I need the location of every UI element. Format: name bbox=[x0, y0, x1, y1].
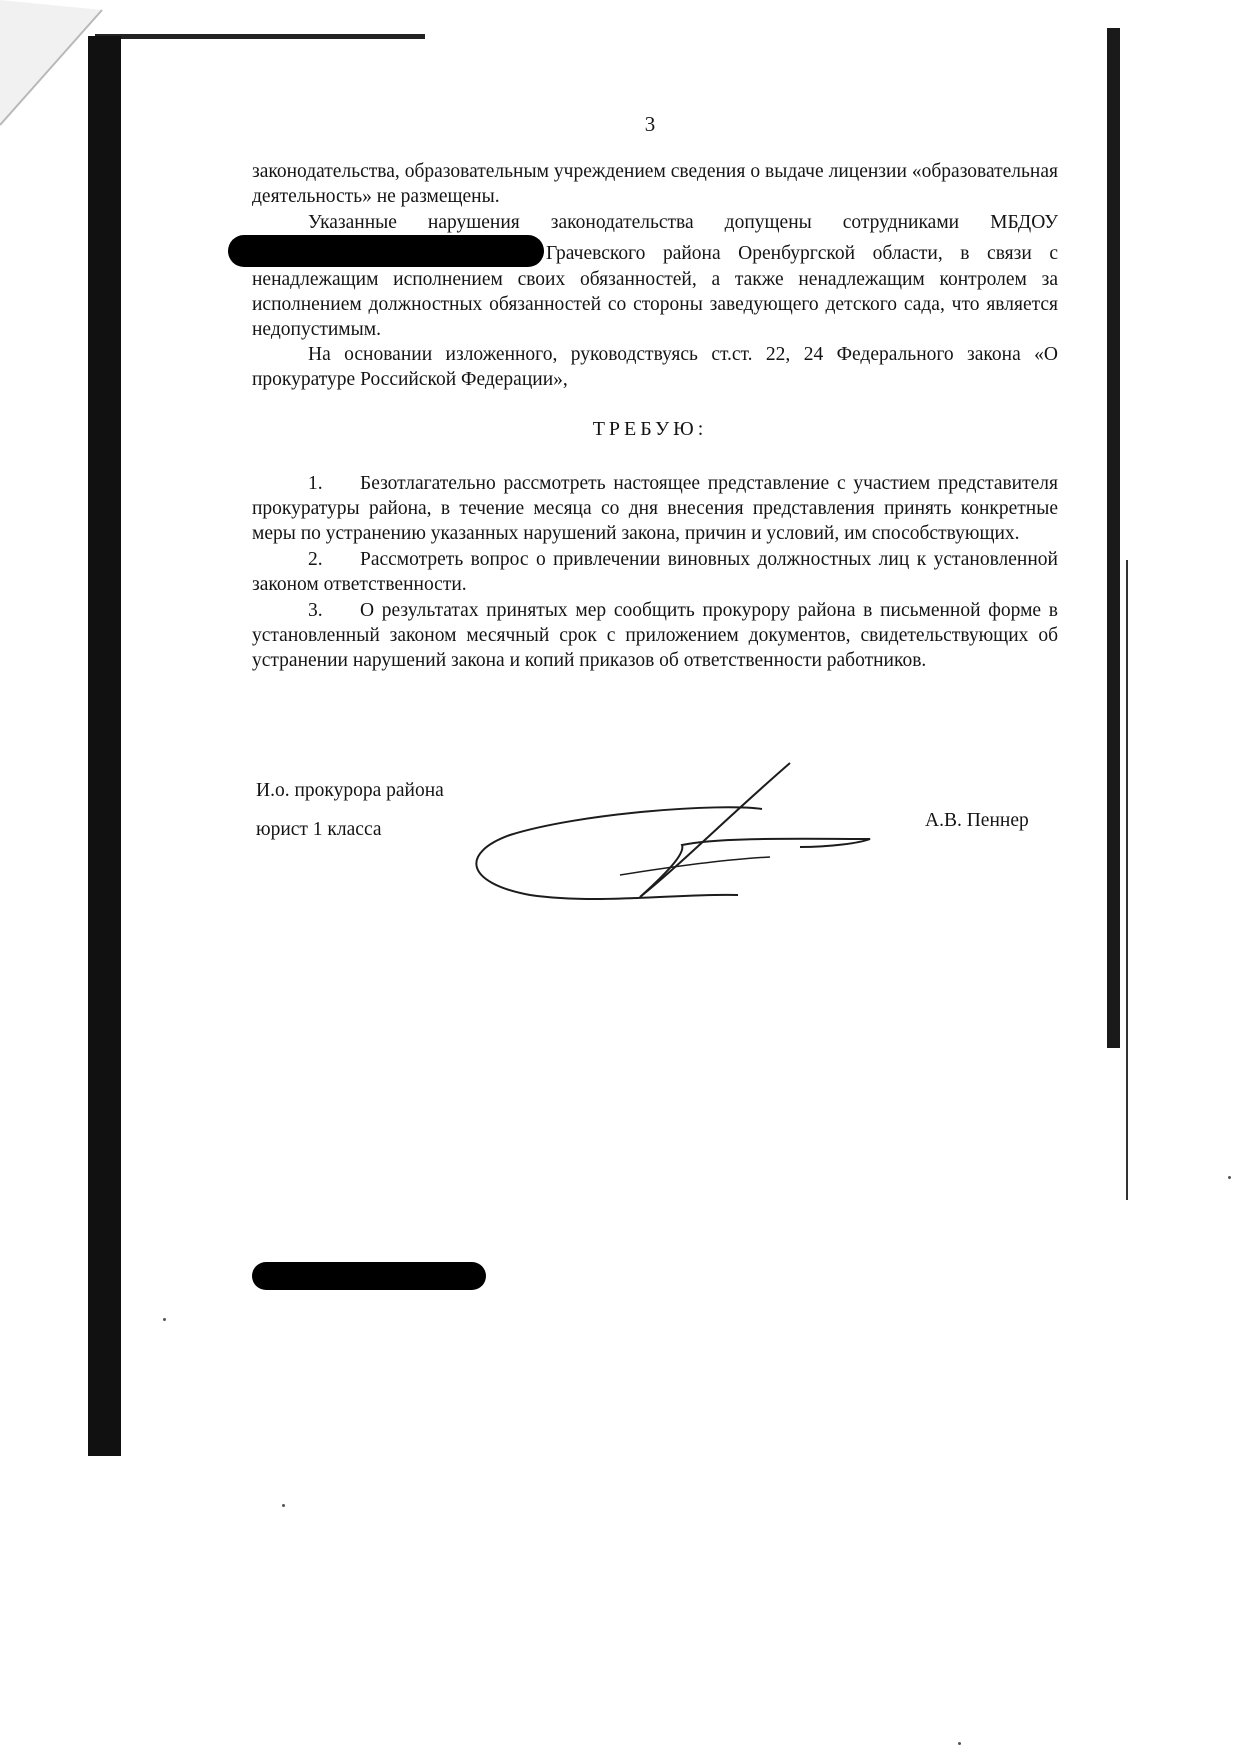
scan-speck bbox=[163, 1318, 166, 1321]
item-number: 3. bbox=[308, 600, 323, 621]
page-number: 3 bbox=[644, 112, 656, 136]
paragraph-text: На основании изложенного, руководствуясь ст.ст. 22, 24 Федерального закона «О прокуратуре Российской Федерации», bbox=[252, 344, 1058, 390]
item-number: 2. bbox=[308, 549, 323, 570]
paragraph-rest: Грачевского района Оренбургской области, в связи с ненадлежащим исполнением своих обязанностей, а также ненадлежащим контролем за исполнением должностных обязанностей со стороны заведующего детского сада, что является недопустимым. bbox=[252, 243, 1058, 340]
list-item bbox=[252, 598, 1058, 673]
signatory-name: А.В. Пеннер bbox=[925, 810, 1029, 831]
paragraph-violations bbox=[252, 210, 1058, 342]
paragraph-start: Указанные нарушения законодательства допущены сотрудниками МБДОУ bbox=[308, 212, 1058, 233]
list-item bbox=[252, 547, 1058, 597]
scan-edge-top bbox=[95, 34, 425, 39]
scan-speck bbox=[282, 1504, 285, 1507]
scan-edge-left bbox=[88, 36, 121, 1456]
redaction-box bbox=[252, 1262, 486, 1290]
item-text: О результатах принятых мер сообщить прокурору района в письменной форме в установленный законом месячный срок с приложением документов, свидетельствующих об устранении нарушений закона и копий приказов об ответственности работников. bbox=[252, 600, 1058, 671]
paragraph-basis bbox=[252, 342, 1058, 392]
signatory-rank: юрист 1 класса bbox=[256, 819, 382, 840]
paragraph-text: законодательства, образовательным учреждением сведения о выдаче лицензии «образовательная деятельность» не размещены. bbox=[252, 161, 1058, 207]
item-number: 1. bbox=[308, 473, 323, 494]
demand-items-list bbox=[252, 471, 1058, 674]
redaction-box bbox=[228, 235, 544, 267]
scan-speck bbox=[958, 1742, 961, 1745]
paragraph-license bbox=[252, 159, 1058, 209]
item-text: Рассмотреть вопрос о привлечении виновных должностных лиц к установленной законом ответственности. bbox=[252, 549, 1058, 595]
scan-speck bbox=[1228, 1176, 1231, 1179]
scan-edge-right-thin bbox=[1126, 560, 1128, 1200]
signatory-title: И.о. прокурора района bbox=[256, 780, 444, 801]
handwritten-signature bbox=[470, 755, 890, 905]
item-text: Безотлагательно рассмотреть настоящее представление с участием представителя прокуратуры района, в течение месяца со дня внесения представления принять конкретные меры по устранению указанных нарушений закона, причин и условий, им способствующих. bbox=[252, 473, 1058, 544]
paragraph-text bbox=[252, 210, 1058, 342]
demand-heading: ТРЕБУЮ: bbox=[592, 418, 708, 440]
list-item bbox=[252, 471, 1058, 546]
scan-edge-right bbox=[1107, 28, 1120, 1048]
